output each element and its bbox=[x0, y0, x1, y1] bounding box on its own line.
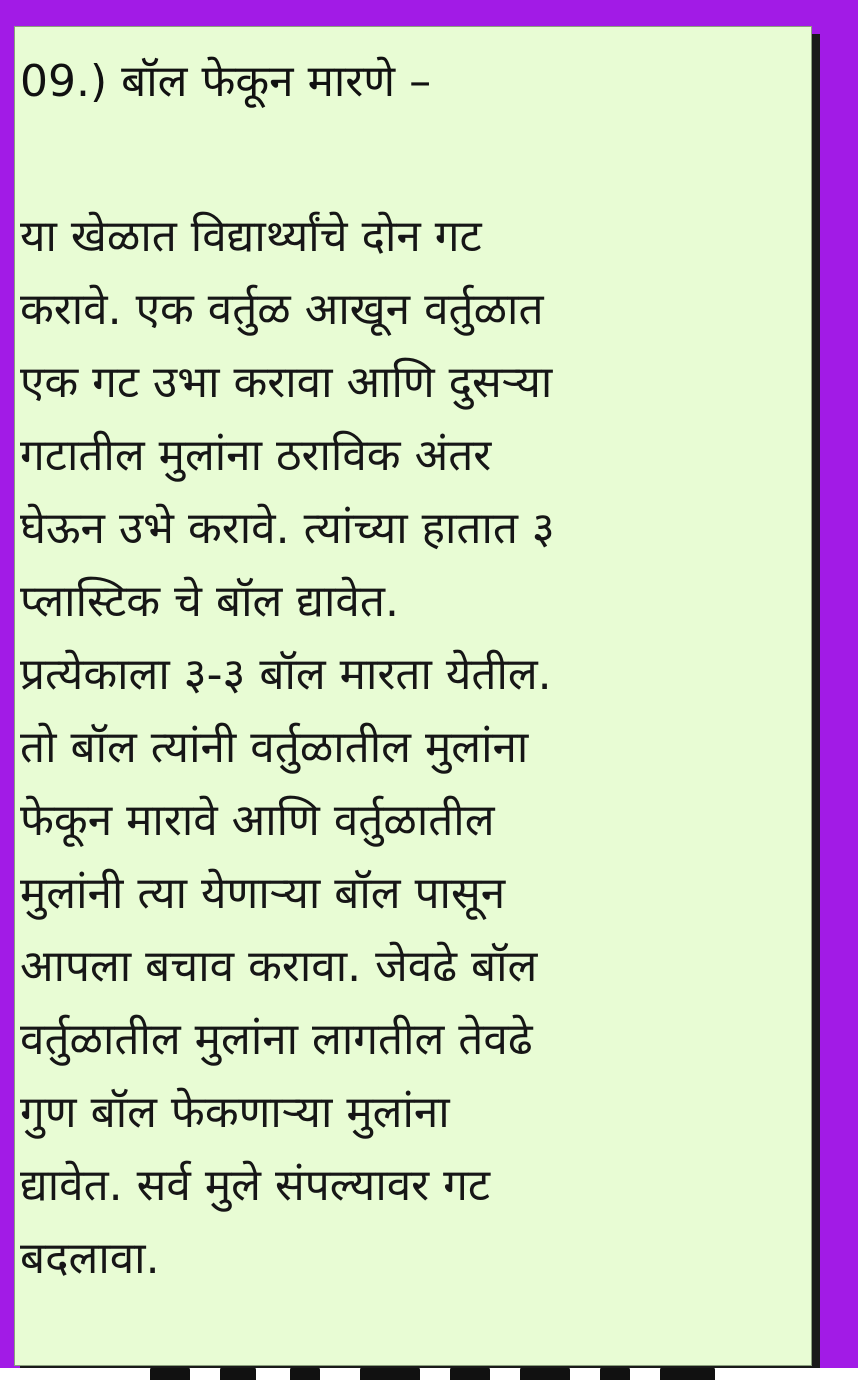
body-line: मुलांनी त्या येणाऱ्या बॉल पासून bbox=[20, 868, 506, 919]
body-line: प्लास्टिक चे बॉल द्यावेत. bbox=[20, 576, 399, 627]
body-text bbox=[20, 200, 555, 1295]
body-line: या खेळात विद्यार्थ्यांचे दोन गट bbox=[20, 211, 482, 262]
body-line: बदलावा. bbox=[20, 1233, 160, 1284]
cut-off-text-strip bbox=[0, 1368, 858, 1382]
body-line: एक गट उभा करावा आणि दुसऱ्या bbox=[20, 357, 553, 408]
body-line: घेऊन उभे करावे. त्यांच्या हातात ३ bbox=[20, 503, 555, 554]
body-line: गुण बॉल फेकणाऱ्या मुलांना bbox=[20, 1087, 450, 1138]
body-line: फेकून मारावे आणि वर्तुळातील bbox=[20, 795, 495, 846]
body-line: करावे. एक वर्तुळ आखून वर्तुळात bbox=[20, 284, 544, 335]
body-line: आपला बचाव करावा. जेवढे बॉल bbox=[20, 941, 538, 992]
body-line: गटातील मुलांना ठराविक अंतर bbox=[20, 430, 492, 481]
body-line: प्रत्येकाला ३-३ बॉल मारता येतील. bbox=[20, 649, 552, 700]
body-line: द्यावेत. सर्व मुले संपल्यावर गट bbox=[20, 1160, 491, 1211]
body-line: वर्तुळातील मुलांना लागतील तेवढे bbox=[20, 1014, 533, 1065]
section-heading: 09.) बॉल फेकून मारणे – bbox=[20, 56, 432, 107]
body-line: तो बॉल त्यांनी वर्तुळातील मुलांना bbox=[20, 722, 529, 773]
